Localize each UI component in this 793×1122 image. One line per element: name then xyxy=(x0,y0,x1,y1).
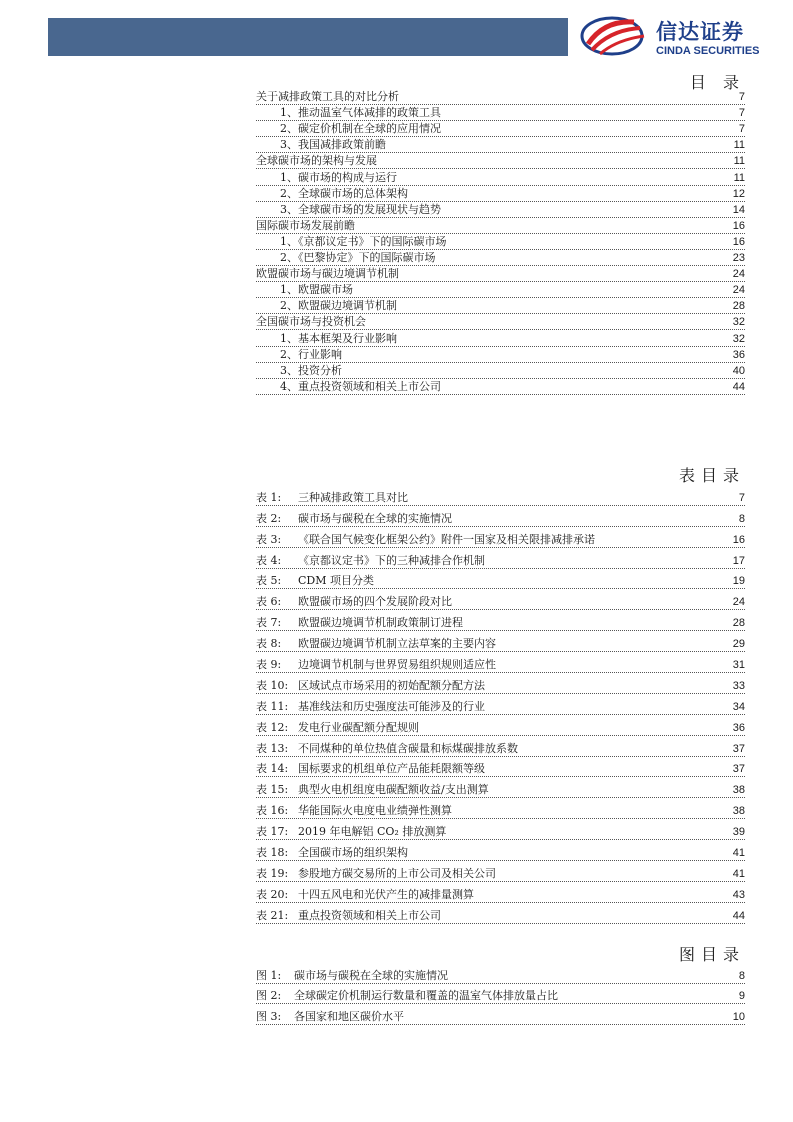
entry-label: 2019 年电解铝 CO₂ 排放测算 xyxy=(298,825,447,839)
toc-chapter-entry[interactable] xyxy=(256,266,745,282)
entry-label: 4、重点投资领域和相关上市公司 xyxy=(280,379,441,393)
entry-number: 表 4: xyxy=(256,553,282,567)
entry-number: 图 1: xyxy=(256,968,282,982)
entry-number: 表 11: xyxy=(256,699,289,713)
entry-page-number: 16 xyxy=(732,219,745,232)
entry-label: 2、碳定价机制在全球的应用情况 xyxy=(280,122,441,136)
entry-number: 表 21: xyxy=(256,908,289,922)
entry-page-number: 36 xyxy=(732,348,745,361)
entry-page-number: 8 xyxy=(738,969,745,982)
entry-label: 全球碳定价机制运行数量和覆盖的温室气体排放量占比 xyxy=(294,989,558,1002)
table-list-entry[interactable] xyxy=(256,840,745,861)
entry-number: 表 20: xyxy=(256,887,289,901)
entry-page-number: 7 xyxy=(738,491,745,504)
toc-section-entry[interactable] xyxy=(256,234,745,250)
list-of-figures xyxy=(256,963,745,1025)
entry-page-number: 28 xyxy=(732,617,745,630)
table-list-entry[interactable] xyxy=(256,736,745,757)
entry-number: 表 10: xyxy=(256,678,289,692)
entry-page-number: 41 xyxy=(732,867,745,880)
entry-page-number: 8 xyxy=(738,512,745,525)
entry-label: 2、《巴黎协定》下的国际碳市场 xyxy=(280,251,436,265)
entry-label: 1、欧盟碳市场 xyxy=(280,283,353,297)
entry-page-number: 32 xyxy=(732,332,745,345)
entry-number: 表 3: xyxy=(256,532,282,546)
entry-label: 1、基本框架及行业影响 xyxy=(280,331,397,345)
entry-number: 图 2: xyxy=(256,989,282,1002)
entry-number: 表 19: xyxy=(256,866,289,880)
table-list-entry[interactable] xyxy=(256,527,745,548)
entry-number: 表 5: xyxy=(256,574,282,588)
entry-number: 表 1: xyxy=(256,490,282,504)
entry-label: 2、欧盟碳边境调节机制 xyxy=(280,299,397,313)
entry-label: 国标要求的机组单位产品能耗限额等级 xyxy=(298,762,485,776)
entry-label: 三种减排政策工具对比 xyxy=(298,490,408,504)
table-list-entry[interactable] xyxy=(256,757,745,778)
entry-page-number: 38 xyxy=(732,784,745,797)
entry-page-number: 38 xyxy=(732,805,745,818)
entry-number: 图 3: xyxy=(256,1009,282,1023)
entry-label: 《联合国气候变化框架公约》附件一国家及相关限排减排承诺 xyxy=(298,532,595,546)
toc-section-entry[interactable] xyxy=(256,250,745,266)
entry-label: 2、行业影响 xyxy=(280,347,342,361)
table-list-entry[interactable] xyxy=(256,819,745,840)
entry-label: 欧盟碳边境调节机制立法草案的主要内容 xyxy=(298,637,496,651)
entry-page-number: 17 xyxy=(732,554,745,567)
toc-section-entry[interactable] xyxy=(256,282,745,298)
entry-page-number: 37 xyxy=(732,763,745,776)
entry-label: CDM 项目分类 xyxy=(298,574,374,588)
entry-label: 各国家和地区碳价水平 xyxy=(294,1009,404,1023)
table-of-contents xyxy=(256,89,745,395)
entry-number: 表 14: xyxy=(256,762,289,776)
entry-label: 2、全球碳市场的总体架构 xyxy=(280,186,408,200)
toc-chapter-entry[interactable] xyxy=(256,153,745,169)
entry-page-number: 19 xyxy=(732,575,745,588)
entry-label: 基准线法和历史强度法可能涉及的行业 xyxy=(298,699,485,713)
entry-label: 1、碳市场的构成与运行 xyxy=(280,170,397,184)
entry-label: 华能国际火电度电业绩弹性测算 xyxy=(298,804,452,818)
entry-number: 表 8: xyxy=(256,637,282,651)
entry-number: 表 12: xyxy=(256,720,289,734)
toc-section-entry[interactable] xyxy=(256,137,745,153)
entry-number: 表 7: xyxy=(256,616,282,630)
table-list-entry[interactable] xyxy=(256,485,745,506)
entry-label: 碳市场与碳税在全球的实施情况 xyxy=(294,968,448,982)
entry-page-number: 36 xyxy=(732,721,745,734)
figures-title: 图目录 xyxy=(678,945,745,964)
list-of-tables xyxy=(256,485,745,924)
figure-list-entry[interactable] xyxy=(256,1004,745,1025)
figure-list-entry[interactable] xyxy=(256,984,745,1005)
entry-page-number: 24 xyxy=(732,596,745,609)
toc-section-entry[interactable] xyxy=(256,298,745,314)
table-list-entry[interactable] xyxy=(256,589,745,610)
entry-number: 表 17: xyxy=(256,825,289,839)
table-list-entry[interactable] xyxy=(256,861,745,882)
entry-number: 表 6: xyxy=(256,595,282,609)
entry-page-number: 24 xyxy=(732,284,745,297)
entry-number: 表 2: xyxy=(256,511,282,525)
entry-page-number: 29 xyxy=(732,638,745,651)
tables-title: 表目录 xyxy=(678,466,745,485)
brand-name-cn: 信达证券 xyxy=(656,20,744,44)
entry-label: 不同煤种的单位热值含碳量和标煤碳排放系数 xyxy=(298,741,518,755)
toc-chapter-entry[interactable] xyxy=(256,89,745,105)
entry-label: 《京都议定书》下的三种减排合作机制 xyxy=(298,553,485,567)
entry-label: 1、《京都议定书》下的国际碳市场 xyxy=(280,234,447,248)
table-list-entry[interactable] xyxy=(256,882,745,903)
entry-page-number: 12 xyxy=(732,187,745,200)
entry-label: 欧盟碳市场的四个发展阶段对比 xyxy=(298,595,452,609)
table-list-entry[interactable] xyxy=(256,903,745,924)
toc-section-entry[interactable] xyxy=(256,105,745,121)
entry-label: 关于减排政策工具的对比分析 xyxy=(256,90,399,104)
entry-page-number: 14 xyxy=(732,203,745,216)
table-list-entry[interactable] xyxy=(256,715,745,736)
toc-section-entry[interactable] xyxy=(256,379,745,395)
table-list-entry[interactable] xyxy=(256,569,745,590)
toc-section-entry[interactable] xyxy=(256,330,745,346)
entry-label: 全球碳市场的架构与发展 xyxy=(256,154,377,168)
cinda-logo-icon xyxy=(580,14,650,60)
entry-page-number: 23 xyxy=(732,252,745,265)
table-list-entry[interactable] xyxy=(256,673,745,694)
entry-page-number: 43 xyxy=(732,888,745,901)
entry-label: 碳市场与碳税在全球的实施情况 xyxy=(298,511,452,525)
entry-label: 3、我国减排政策前瞻 xyxy=(280,138,386,152)
table-list-entry[interactable] xyxy=(256,506,745,527)
entry-page-number: 11 xyxy=(733,171,745,184)
entry-page-number: 44 xyxy=(732,909,745,922)
toc-section-entry[interactable] xyxy=(256,121,745,137)
entry-page-number: 9 xyxy=(738,990,745,1002)
entry-label: 欧盟碳边境调节机制政策制订进程 xyxy=(298,616,463,630)
toc-section-entry[interactable] xyxy=(256,186,745,202)
entry-page-number: 11 xyxy=(733,139,745,152)
entry-label: 重点投资领域和相关上市公司 xyxy=(298,908,441,922)
table-list-entry[interactable] xyxy=(256,798,745,819)
entry-page-number: 37 xyxy=(732,742,745,755)
entry-page-number: 41 xyxy=(732,847,745,860)
entry-number: 表 13: xyxy=(256,741,289,755)
entry-page-number: 16 xyxy=(732,533,745,546)
table-list-entry[interactable] xyxy=(256,548,745,569)
table-list-entry[interactable] xyxy=(256,652,745,673)
entry-label: 3、全球碳市场的发展现状与趋势 xyxy=(280,202,441,216)
entry-label: 参股地方碳交易所的上市公司及相关公司 xyxy=(298,866,496,880)
toc-section-entry[interactable] xyxy=(256,169,745,185)
entry-label: 1、推动温室气体减排的政策工具 xyxy=(280,106,441,120)
toc-section-entry[interactable] xyxy=(256,202,745,218)
entry-page-number: 7 xyxy=(738,123,745,136)
entry-label: 全国碳市场与投资机会 xyxy=(256,315,366,329)
entry-label: 区域试点市场采用的初始配额分配方法 xyxy=(298,678,485,692)
toc-chapter-entry[interactable] xyxy=(256,314,745,330)
entry-page-number: 32 xyxy=(732,316,745,329)
entry-page-number: 39 xyxy=(732,826,745,839)
entry-label: 全国碳市场的组织架构 xyxy=(298,846,408,860)
header-banner xyxy=(48,18,568,56)
entry-page-number: 7 xyxy=(738,107,745,120)
brand-name-en: CINDA SECURITIES xyxy=(656,45,760,57)
figure-list-entry[interactable] xyxy=(256,963,745,984)
entry-page-number: 10 xyxy=(732,1010,745,1023)
entry-label: 十四五风电和光伏产生的减排量测算 xyxy=(298,887,474,901)
entry-page-number: 33 xyxy=(732,679,745,692)
entry-page-number: 28 xyxy=(732,300,745,313)
table-list-entry[interactable] xyxy=(256,694,745,715)
entry-page-number: 34 xyxy=(732,700,745,713)
table-list-entry[interactable] xyxy=(256,631,745,652)
brand-logo xyxy=(580,14,780,60)
entry-label: 发电行业碳配额分配规则 xyxy=(298,720,419,734)
entry-label: 3、投资分析 xyxy=(280,363,342,377)
entry-label: 欧盟碳市场与碳边境调节机制 xyxy=(256,267,399,281)
entry-page-number: 40 xyxy=(732,364,745,377)
toc-section-entry[interactable] xyxy=(256,363,745,379)
entry-page-number: 16 xyxy=(732,235,745,248)
entry-page-number: 44 xyxy=(732,380,745,393)
table-list-entry[interactable] xyxy=(256,610,745,631)
table-list-entry[interactable] xyxy=(256,777,745,798)
toc-chapter-entry[interactable] xyxy=(256,218,745,234)
entry-label: 典型火电机组度电碳配额收益/支出测算 xyxy=(298,783,489,797)
entry-page-number: 11 xyxy=(733,155,745,168)
contents-title: 目 录 xyxy=(689,73,745,92)
entry-label: 边境调节机制与世界贸易组织规则适应性 xyxy=(298,658,496,672)
toc-section-entry[interactable] xyxy=(256,347,745,363)
entry-number: 表 9: xyxy=(256,658,282,672)
entry-label: 国际碳市场发展前瞻 xyxy=(256,218,355,232)
entry-number: 表 16: xyxy=(256,804,289,818)
entry-number: 表 18: xyxy=(256,846,289,860)
entry-page-number: 7 xyxy=(738,91,745,104)
entry-page-number: 31 xyxy=(732,659,745,672)
entry-number: 表 15: xyxy=(256,783,289,797)
entry-page-number: 24 xyxy=(732,268,745,281)
